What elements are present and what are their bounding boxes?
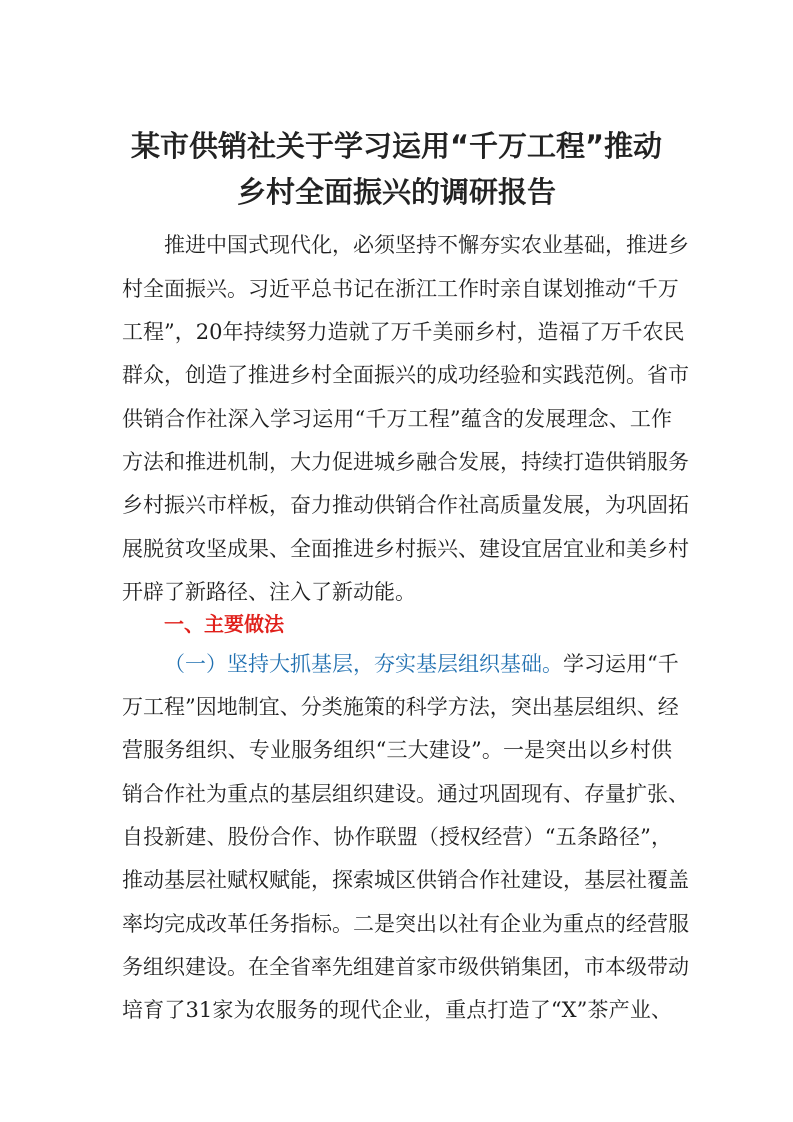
intro-line-9: 开辟了新路径、注入了新动能。: [122, 580, 416, 604]
body-line-9: 培育了31家为农服务的现代企业，重点打造了“X”茶产业、: [122, 998, 672, 1022]
intro-line-7: 乡村振兴市样板，奋力推动供销合作社高质量发展，为巩固拓: [122, 493, 689, 517]
body-line-2: 万工程”因地制宜、分类施策的科学方法，突出基层组织、经: [122, 695, 679, 719]
intro-line-5: 供销合作社深入学习运用“千万工程”蕴含的发展理念、工作: [122, 407, 672, 431]
body-line-8: 务组织建设。在全省率先组建首家市级供销集团，市本级带动: [122, 955, 689, 979]
body-line-7: 率均完成改革任务指标。二是突出以社有企业为重点的经营服: [122, 912, 689, 936]
intro-line-4: 群众，创造了推进乡村全面振兴的成功经验和实践范例。省市: [122, 363, 689, 387]
intro-line-3: 工程”，20年持续努力造就了万千美丽乡村，造福了万千农民: [122, 320, 685, 344]
subsection-first-line-rest: 学习运用“千: [563, 652, 679, 676]
body-line-3: 营服务组织、专业服务组织“三大建设”。一是突出以乡村供: [122, 738, 672, 762]
body-line-6: 推动基层社赋权赋能，探索城区供销合作社建设，基层社覆盖: [122, 868, 689, 892]
body-line-4: 销合作社为重点的基层组织建设。通过巩固现有、存量扩张、: [122, 782, 689, 806]
document-title-line-2: 乡村全面振兴的调研报告: [236, 175, 556, 209]
intro-line-1: 推进中国式现代化，必须坚持不懈夯实农业基础，推进乡: [164, 233, 689, 257]
subsection-first-line: [164, 652, 679, 676]
subsection-heading-grassroots: （一）坚持大抓基层，夯实基层组织基础。: [164, 652, 563, 676]
section-heading-main-practices: 一、主要做法: [164, 612, 284, 636]
body-line-5: 自投新建、股份合作、协作联盟（授权经营）“五条路径”，: [122, 825, 672, 849]
document-title-line-1: 某市供销社关于学习运用“千万工程”推动: [130, 129, 663, 163]
intro-line-2: 村全面振兴。习近平总书记在浙江工作时亲自谋划推动“千万: [122, 277, 679, 301]
intro-line-8: 展脱贫攻坚成果、全面推进乡村振兴、建设宜居宜业和美乡村: [122, 537, 689, 561]
intro-line-6: 方法和推进机制，大力促进城乡融合发展，持续打造供销服务: [122, 450, 689, 474]
